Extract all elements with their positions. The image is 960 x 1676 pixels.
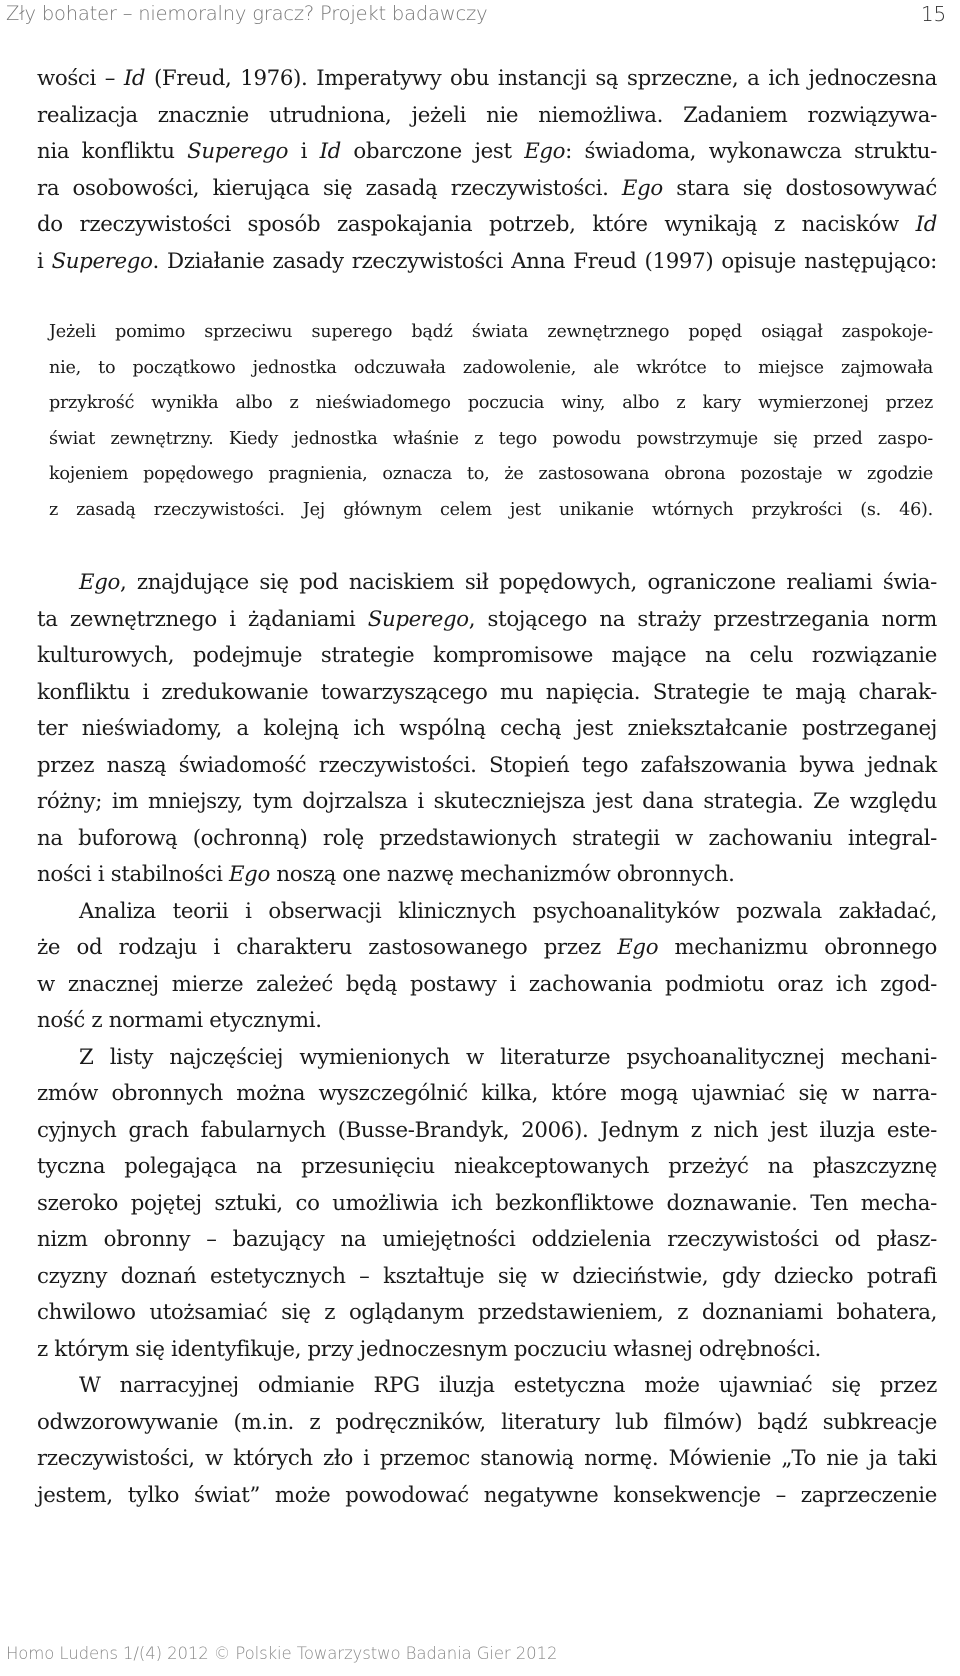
text-line: Ego, znajdujące się pod naciskiem sił popędowych, ograniczone realiami świa- bbox=[79, 570, 937, 595]
text-line: jestem, tylko świat” może powodować negatywne konsekwencje – zaprzeczenie bbox=[37, 1482, 937, 1508]
text-line: szeroko pojętej sztuki, co umożliwia ich bezkonfliktowe doznawanie. Ten mecha- bbox=[37, 1190, 937, 1216]
text-line: konfliktu i zredukowanie towarzyszącego mu napięcia. Strategie te mają charak- bbox=[37, 679, 937, 705]
text-line: ności i stabilności Ego noszą one nazwę mechanizmów obronnych. bbox=[37, 862, 735, 887]
paragraph-1 bbox=[37, 61, 937, 281]
text-line: tyczna polegająca na przesunięciu nieakceptowanych przeżyć na płaszczyznę bbox=[37, 1154, 937, 1179]
text-line: chwilowo utożsamiać się z oglądanym przedstawieniem, z doznaniami bohatera, bbox=[37, 1300, 937, 1325]
quote-line: świat zewnętrzny. Kiedy jednostka właśnie z tego powodu powstrzymuje się przed zaspo- bbox=[49, 428, 933, 449]
quote-line: przykrość wynikła albo z nieświadomego poczucia winy, albo z kary wymierzonej przez bbox=[49, 393, 933, 413]
text-line: że od rodzaju i charakteru zastosowanego przez Ego mechanizmu obronnego bbox=[37, 935, 937, 960]
running-header bbox=[6, 2, 946, 28]
text-line: rzeczywistości, w których zło i przemoc stanowią normę. Mówienie „To nie ja taki bbox=[37, 1446, 937, 1471]
main-text-block bbox=[37, 565, 937, 1514]
page-number: 15 bbox=[920, 2, 946, 26]
text-line: i Superego. Działanie zasady rzeczywistości Anna Freud (1997) opisuje następująco: bbox=[37, 248, 937, 274]
quote-line: Jeżeli pomimo sprzeciwu superego bądź świata zewnętrznego popęd osiągał zaspokoje- bbox=[49, 322, 933, 342]
text-line: nizm obronny – bazujący na umiejętności oddzielenia rzeczywistości od płasz- bbox=[37, 1227, 937, 1252]
text-line: Analiza teorii i obserwacji klinicznych psychoanalityków pozwala zakładać, bbox=[79, 898, 937, 924]
text-line: przez naszą świadomość rzeczywistości. Stopień tego zafałszowania bywa jednak bbox=[37, 752, 937, 778]
text-line: cyjnych grach fabularnych (Busse-Brandyk, 2006). Jednym z nich jest iluzja este- bbox=[37, 1117, 937, 1143]
text-line: wości – Id (Freud, 1976). Imperatywy obu instancji są sprzeczne, a ich jednoczesna bbox=[37, 66, 938, 91]
block-quote bbox=[49, 315, 933, 528]
text-line: z którym się identyfikuje, przy jednoczesnym poczuciu własnej odrębności. bbox=[37, 1336, 821, 1362]
text-line: ra osobowości, kierująca się zasadą rzeczywistości. Ego stara się dostosowywać bbox=[37, 175, 937, 201]
text-line: różny; im mniejszy, tym dojrzalsza i skuteczniejsza jest dana strategia. Ze względu bbox=[37, 789, 937, 814]
text-line: nia konfliktu Superego i Id obarczone jest Ego: świadoma, wykonawcza struktu- bbox=[37, 139, 938, 165]
quote-line: kojeniem popędowego pragnienia, oznacza to, że zastosowana obrona pozostaje w zgodzie bbox=[49, 464, 933, 484]
text-line: ność z normami etycznymi. bbox=[37, 1008, 322, 1033]
text-line: w znacznej mierze zależeć będą postawy i zachowania podmiotu oraz ich zgod- bbox=[37, 971, 937, 997]
text-line: ta zewnętrznego i żądaniami Superego, stojącego na straży przestrzegania norm bbox=[37, 606, 937, 632]
quote-line: nie, to początkowo jednostka odczuwała zadowolenie, ale wkrótce to miejsce zajmowała bbox=[49, 357, 933, 378]
text-line: kulturowych, podejmuje strategie kompromisowe mające na celu rozwiązanie bbox=[37, 643, 937, 668]
text-line: odwzorowywanie (m.in. z podręczników, literatury lub filmów) bądź subkreacje bbox=[37, 1409, 937, 1435]
text-line: czyzny doznań estetycznych – kształtuje się w dzieciństwie, gdy dziecko potrafi bbox=[37, 1263, 937, 1289]
page-footer: Homo Ludens 1/(4) 2012 © Polskie Towarzystwo Badania Gier 2012 bbox=[6, 1644, 558, 1663]
quote-line: z zasadą rzeczywistości. Jej głównym celem jest unikanie wtórnych przykrości (s. 46). bbox=[49, 499, 933, 520]
text-line: ter nieświadomy, a kolejną ich wspólną cechą jest zniekształcanie postrzeganej bbox=[37, 716, 937, 741]
running-header-title: Zły bohater – niemoralny gracz? Projekt badawczy bbox=[6, 2, 488, 25]
text-line: do rzeczywistości sposób zaspokajania potrzeb, które wynikają z nacisków Id bbox=[37, 212, 937, 238]
text-line: zmów obronnych można wyszczególnić kilka, które mogą ujawniać się w narra- bbox=[37, 1081, 937, 1106]
text-line: W narracyjnej odmianie RPG iluzja estetyczna może ujawniać się przez bbox=[79, 1373, 937, 1398]
text-line: realizacja znacznie utrudniona, jeżeli nie niemożliwa. Zadaniem rozwiązywa- bbox=[37, 102, 937, 128]
text-line: Z listy najczęściej wymienionych w literaturze psychoanalitycznej mechani- bbox=[79, 1044, 937, 1070]
text-line: na buforową (ochronną) rolę przedstawionych strategii w zachowaniu integral- bbox=[37, 825, 937, 851]
